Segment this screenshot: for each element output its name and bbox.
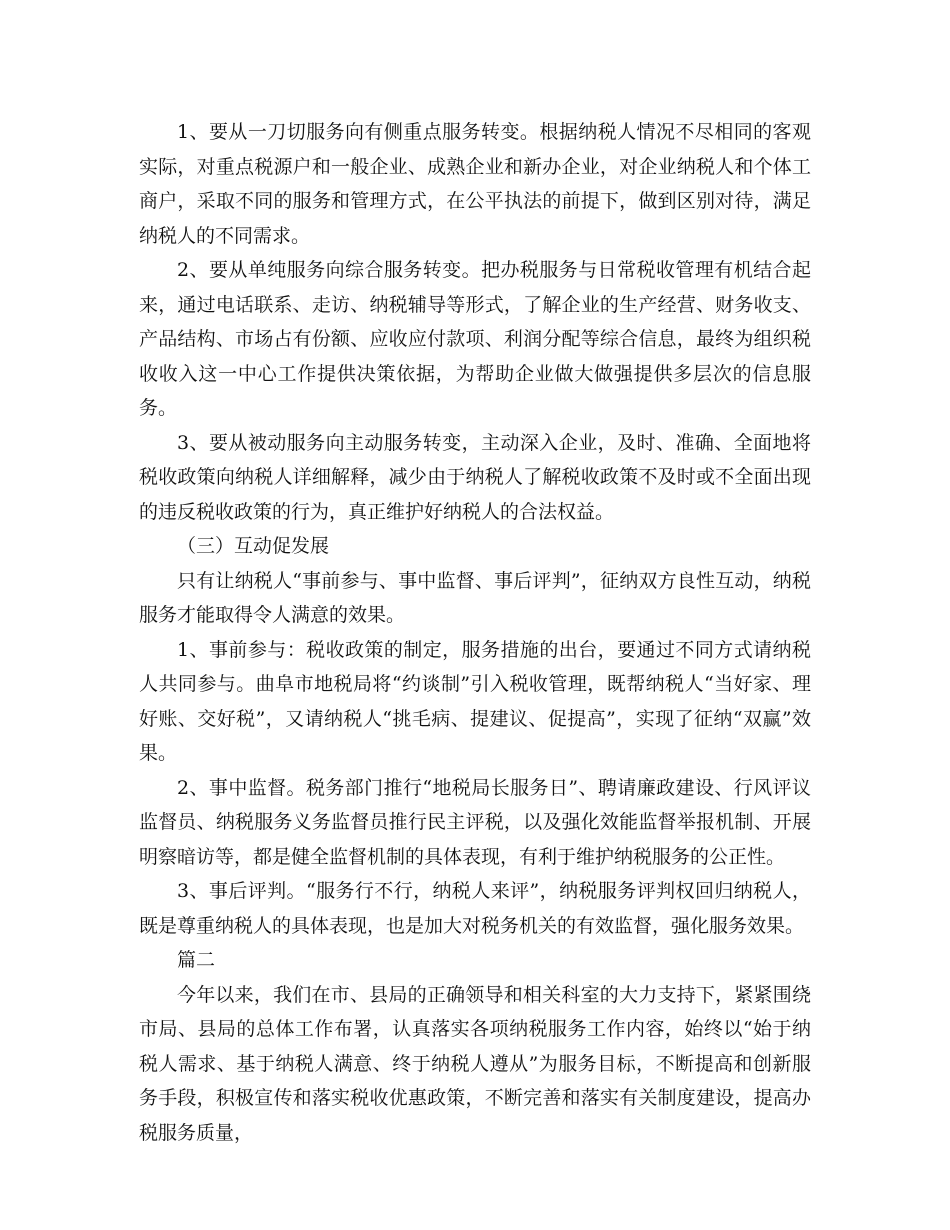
paragraph-6: 2、事中监督。税务部门推行“地税局长服务日”、聘请廉政建设、行风评议监督员、纳税服务义务监督员推行民主评税，以及强化效能监督举报机制、开展明察暗访等，都是健全监督机制的具体表现，有利于维护纳税服务的公正性。 [139, 776, 811, 868]
paragraph-4: 只有让纳税人“事前参与、事中监督、事后评判”，征纳双方良性互动，纳税服务才能取得令人满意的效果。 [139, 569, 811, 626]
paragraph-1: 1、要从一刀切服务向有侧重点服务转变。根据纳税人情况不尽相同的客观实际，对重点税源户和一般企业、成熟企业和新办企业，对企业纳税人和个体工商户，采取不同的服务和管理方式，在公平执法的前提下，做到区别对待，满足纳税人的不同需求。 [139, 121, 811, 247]
section-heading: （三）互动促发展 [177, 535, 330, 557]
part-heading: 篇二 [177, 949, 216, 971]
document-body [139, 115, 811, 1150]
paragraph-8: 今年以来，我们在市、县局的正确领导和相关科室的大力支持下，紧紧围绕市局、县局的总体工作布署，认真落实各项纳税服务工作内容，始终以“始于纳税人需求、基于纳税人满意、终于纳税人遵从”为服务目标，不断提高和创新服务手段，积极宣传和落实税收优惠政策，不断完善和落实有关制度建设，提高办税服务质量， [139, 983, 811, 1144]
paragraph-2: 2、要从单纯服务向综合服务转变。把办税服务与日常税收管理有机结合起来，通过电话联系、走访、纳税辅导等形式，了解企业的生产经营、财务收支、产品结构、市场占有份额、应收应付款项、利润分配等综合信息，最终为组织税收收入这一中心工作提供决策依据，为帮助企业做大做强提供多层次的信息服务。 [139, 259, 811, 419]
paragraph-3: 3、要从被动服务向主动服务转变，主动深入企业，及时、准确、全面地将税收政策向纳税人详细解释，减少由于纳税人了解税收政策不及时或不全面出现的违反税收政策的行为，真正维护好纳税人的合法权益。 [139, 431, 811, 523]
paragraph-5: 1、事前参与：税收政策的制定，服务措施的出台，要通过不同方式请纳税人共同参与。曲阜市地税局将“约谈制”引入税收管理，既帮纳税人“当好家、理好账、交好税”，又请纳税人“挑毛病、提建议、促提高”，实现了征纳“双赢”效果。 [139, 638, 811, 764]
paragraph-7: 3、事后评判。“服务行不行，纳税人来评”，纳税服务评判权回归纳税人，既是尊重纳税人的具体表现，也是加大对税务机关的有效监督，强化服务效果。 [139, 880, 811, 937]
